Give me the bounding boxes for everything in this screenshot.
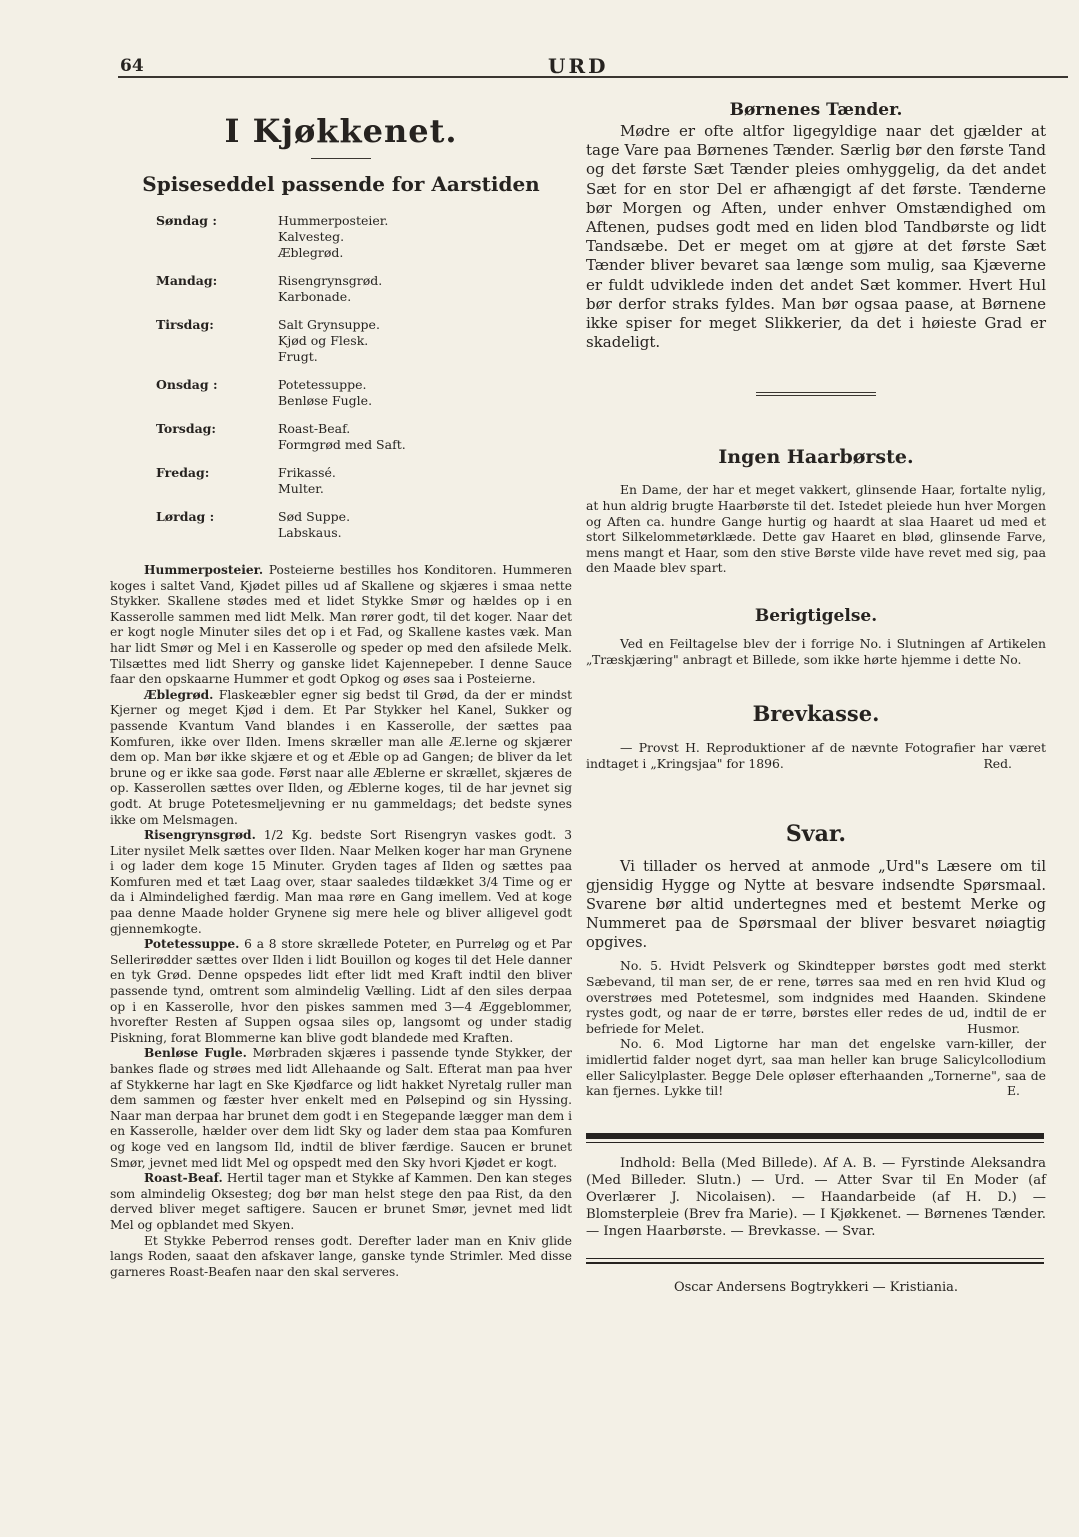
letterbox-text	[586, 740, 1046, 771]
day-dishes	[278, 317, 380, 365]
menu-day	[156, 317, 572, 365]
recipe-name: Potetessuppe.	[144, 937, 240, 952]
recipe-name: Hummerposteier.	[144, 563, 264, 577]
teeth-heading: Børnenes Tænder.	[729, 100, 903, 120]
day-dishes	[278, 421, 406, 453]
dish: Kalvesteg.	[278, 229, 345, 244]
brush-text: En Dame, der har et meget vakkert, glinsende Haar, fortalte nylig, at hun aldrig brugte Haarbørste til det. Istedet pleiede hun hver Morgen og Aften ca. hundre Gange hurtig og haardt at slaa Haaret ud med et stort Silkelommetørklæde. Dette gav Haaret en blød, glinsende Farve, mens mangt et Haar, som den stive Børste vilde have revet med sig, paa den Maade blev spart.	[586, 482, 1046, 576]
day-name: Onsdag :	[156, 377, 218, 392]
kitchen-title: I Kjøkkenet.	[224, 112, 458, 150]
dish: Potetessuppe.	[278, 377, 367, 392]
left-column	[110, 108, 572, 1280]
correction-text: Ved en Feiltagelse blev der i forrige No. i Slutningen af Artikelen „Træskjæring" anbragt et Billede, som ikke hørte hjemme i dette No.	[586, 636, 1046, 667]
menu-day	[156, 421, 572, 453]
day-name: Tirsdag:	[156, 317, 214, 332]
menu-day	[156, 377, 572, 409]
answers-intro: Vi tillader os herved at anmode „Urd"s Læsere om til gjensidig Hygge og Nytte at besvare indsendte Spørsmaal. Svarene bør altid undertegnes med et bestemt Merke og Nummeret paa de Spørsmaal der bliver besvaret nøiagtig opgives.	[586, 858, 1046, 952]
recipes	[110, 563, 572, 1280]
dish: Benløse Fugle.	[278, 393, 373, 408]
dish: Risengrynsgrød.	[278, 273, 383, 288]
letterbox-body: — Provst H. Reproduktioner af de nævnte Fotografier har været indtaget i „Kringsjaa" for 1896.	[586, 740, 1046, 771]
recipe-text: 6 a 8 store skrællede Poteter, en Purreløg og et Par Sellerirødder sættes over Ilden i lidt Bouillon og koges til det Hele danner en tyk Grød. Denne opspedes lidt efter lidt med Kraft indtil den bliver passende tynd, omtrent som almindelig Vælling. Lidt af den siles derpaa op i en Kasserolle, hvor den piskes sammen med 3—4 Æggeblommer, hvorefter Resten af Suppen ogsaa siles op, langsomt og under stadig Piskning, forat Blommerne kan blive godt blandede med Kraften.	[110, 937, 572, 1045]
day-dishes	[278, 213, 388, 261]
dish: Æblegrød.	[278, 245, 344, 260]
menu-day	[156, 213, 572, 261]
menu-day	[156, 273, 572, 305]
recipe-text: Posteierne bestilles hos Konditoren. Hummeren koges i saltet Vand, Kjødet pilles ud af Skallene og skjæres i smaa nette Stykker. Skallene stødes med et lidet Stykke Smør og hældes op i en Kasserolle sammen med lidt Melk. Man rører godt, til det koger. Naar det er kogt nogle Minuter siles det op i et Fad, og Skallene kastes væk. Man har lidt Smør og Mel i en Kasserolle og speder op med den afsilede Melk. Tilsættes med lidt Sherry og ganske lidet Kajennepeber. I denne Sauce faar den opskaarne Hummer et godt Opkog og øses saa i Posteierne.	[110, 563, 572, 687]
day-dishes	[278, 377, 372, 409]
answers-heading: Svar.	[785, 821, 847, 848]
header-rule	[118, 76, 1068, 78]
recipe-paragraph	[110, 1171, 572, 1233]
answer-text: No. 6. Mod Ligtorne har man det engelske varn-killer, der imidlertid falder noget dyrt, saa man heller kan bruge Salicylcollodium eller Salicylplaster. Begge Dele opløser efterhaanden „Tornerne", saa de kan fjernes. Lykke til!	[586, 1036, 1046, 1099]
teeth-text: Mødre er ofte altfor ligegyldige naar det gjælder at tage Vare paa Børnenes Tænder. Særlig bør den første Tand og det første Sæt Tænder pleies omhyggelig, da det andet Sæt for en stor Del er afhængigt af det første. Tænderne bør Morgen og Aften, under enhver Omstændighed om Aftenen, pudses godt med en liden blod Tandbørste og lidt Tandsæbe. Det er meget om at gjøre at det første Sæt Tænder bliver bevaret saa længe som mulig, saa Kjæverne er fuldt udviklede inden det andet Sæt kommer. Hvert Hul bør derfor straks fyldes. Man bør ogsaa paase, at Børnene ikke spiser for meget Slikkerier, da det i høieste Grad er skadeligt.	[586, 122, 1046, 352]
answer-signature: Husmor.	[967, 1020, 1020, 1036]
day-dishes	[278, 273, 382, 305]
dish: Roast-Beaf.	[278, 421, 351, 436]
answer-item	[586, 1036, 1046, 1098]
dish: Labskaus.	[278, 525, 342, 540]
day-name: Fredag:	[156, 465, 210, 480]
recipe-paragraph	[110, 937, 572, 1046]
menu-day	[156, 509, 572, 541]
recipe-paragraph	[110, 563, 572, 688]
contents-rule-top	[586, 1133, 1044, 1143]
day-name: Søndag :	[156, 213, 217, 228]
recipe-paragraph	[110, 688, 572, 828]
day-name: Mandag:	[156, 273, 218, 288]
weekly-menu	[156, 213, 572, 541]
brush-heading: Ingen Haarbørste.	[718, 446, 914, 469]
recipe-name: Benløse Fugle.	[144, 1046, 247, 1061]
dish: Kjød og Flesk.	[278, 333, 369, 348]
recipe-paragraph	[110, 1234, 572, 1281]
dish: Frugt.	[278, 349, 318, 364]
correction-heading: Berigtigelse.	[754, 606, 878, 626]
day-dishes	[278, 509, 350, 541]
day-dishes	[278, 465, 336, 497]
contents-text: Indhold: Bella (Med Billede). Af A. B. — Fyrstinde Aleksandra (Med Billeder. Slutn.) — Urd. — Atter Svar til En Moder (af Overlærer J. Nicolaisen). — Haandarbeide (af H. D.) — Blomsterpleie (Brev fra Marie). — I Kjøkkenet. — Børnenes Tænder. — Ingen Haarbørste. — Brevkasse. — Svar.	[586, 1155, 1046, 1239]
page-number: 64	[120, 56, 144, 76]
answer-item	[586, 958, 1046, 1036]
letterbox-signature: Red.	[983, 755, 1012, 771]
recipe-name: Risengrynsgrød.	[144, 828, 256, 843]
answer-text: No. 5. Hvidt Pelsverk og Skindtepper børstes godt med sterkt Sæbevand, til man ser, de er rene, tørres saa med en ren hvid Klud og overstrøes med Potetesmel, som indgnides med Haanden. Skindene rystes godt, og naar de er tørre, børstes eller redes de ud, indtil de er befriede for Melet.	[586, 958, 1046, 1036]
recipe-paragraph	[110, 828, 572, 937]
recipe-text: Et Stykke Peberrod renses godt. Derefter lader man en Kniv glide langs Roden, saaat den afskaver lange, ganske tynde Strimler. Med disse garneres Roast-Beafen naar den skal serveres.	[110, 1233, 572, 1279]
dish: Frikassé.	[278, 465, 336, 480]
dish: Karbonade.	[278, 289, 352, 304]
printer-imprint: Oscar Andersens Bogtrykkeri — Kristiania.	[673, 1279, 959, 1295]
menu-title: Spiseseddel passende for Aarstiden	[142, 172, 540, 196]
recipe-text: Flaskeæbler egner sig bedst til Grød, da der er mindst Kjerner og meget Kjød i dem. Et Par Stykker hel Kanel, Sukker og passende Kvantum Vand blandes i en Kasserolle, der sættes paa Komfuren, ikke over Ilden. Imens skræller man alle Æ.lerne og skjærer dem op. Man bør ikke skjære et og et Æble op ad Gangen; de bliver da let brune og er ikke saa gode. Først naar alle Æblerne er skrællet, skjæres de op. Kasserollen sættes over Ilden, og Æblerne koges, til de har jevnet sig godt. At bruge Potetesmeljevning er nu gammeldags; det bedste synes ikke om Melsmagen.	[110, 687, 572, 827]
recipe-text: Hertil tager man et Stykke af Kammen. Den kan steges som almindelig Oksesteg; dog bør man helst stege den paa Rist, da den derved bliver meget saftigere. Saucen er brunet Smør, jevnet med lidt Mel og opblandet med Skyen.	[110, 1171, 572, 1232]
title-rule	[311, 158, 371, 159]
dish: Multer.	[278, 481, 324, 496]
letterbox-heading: Brevkasse.	[752, 701, 880, 727]
dish: Salt Grynsuppe.	[278, 317, 380, 332]
recipe-name: Æblegrød.	[144, 687, 214, 702]
dish: Hummerposteier.	[278, 213, 389, 228]
right-column	[586, 100, 1046, 1295]
recipe-paragraph	[110, 1046, 572, 1171]
dish: Formgrød med Saft.	[278, 437, 406, 452]
recipe-text: Mørbraden skjæres i passende tynde Stykker, der bankes flade og strøes med lidt Allehaande og Salt. Efterat man paa hver af Stykkerne har lagt en Ske Kjødfarce og lidt hakket Nyretalg ruller man dem sammen og fæster hver enkelt med en Pølsepind og sin Hyssing. Naar man derpaa har brunet dem godt i en Stegepande lægger man dem i en Kasserolle, hælder over dem lidt Sky og lader dem staa paa Komfuren og koge ved en langsom Ild, indtil de bliver færdige. Saucen er brunet Smør, jevnet med lidt Mel og opspedt med den Sky hvori Kjødet er kogt.	[110, 1046, 573, 1170]
day-name: Torsdag:	[156, 421, 217, 436]
answer-signature: E.	[1007, 1083, 1020, 1099]
running-title: URD	[548, 54, 609, 78]
dish: Sød Suppe.	[278, 509, 351, 524]
menu-day	[156, 465, 572, 497]
day-name: Lørdag :	[156, 509, 215, 524]
recipe-text: 1/2 Kg. bedste Sort Risengryn vaskes godt. 3 Liter nysilet Melk sættes over Ilden. Naar Melken koger har man Grynene i og lader dem koge 15 Minuter. Gryden tages af Ilden og sættes paa Komfuren med et tæt Laag over, staar saaledes tildækket 3/4 Time og er da i Almindelighed færdig. Man maa røre en Gang imellem. Ved at koge paa denne Maade holder Grynene sig mere hele og bliver alligevel godt gjennemkogte.	[110, 828, 572, 936]
recipe-name: Roast-Beaf.	[144, 1171, 223, 1186]
